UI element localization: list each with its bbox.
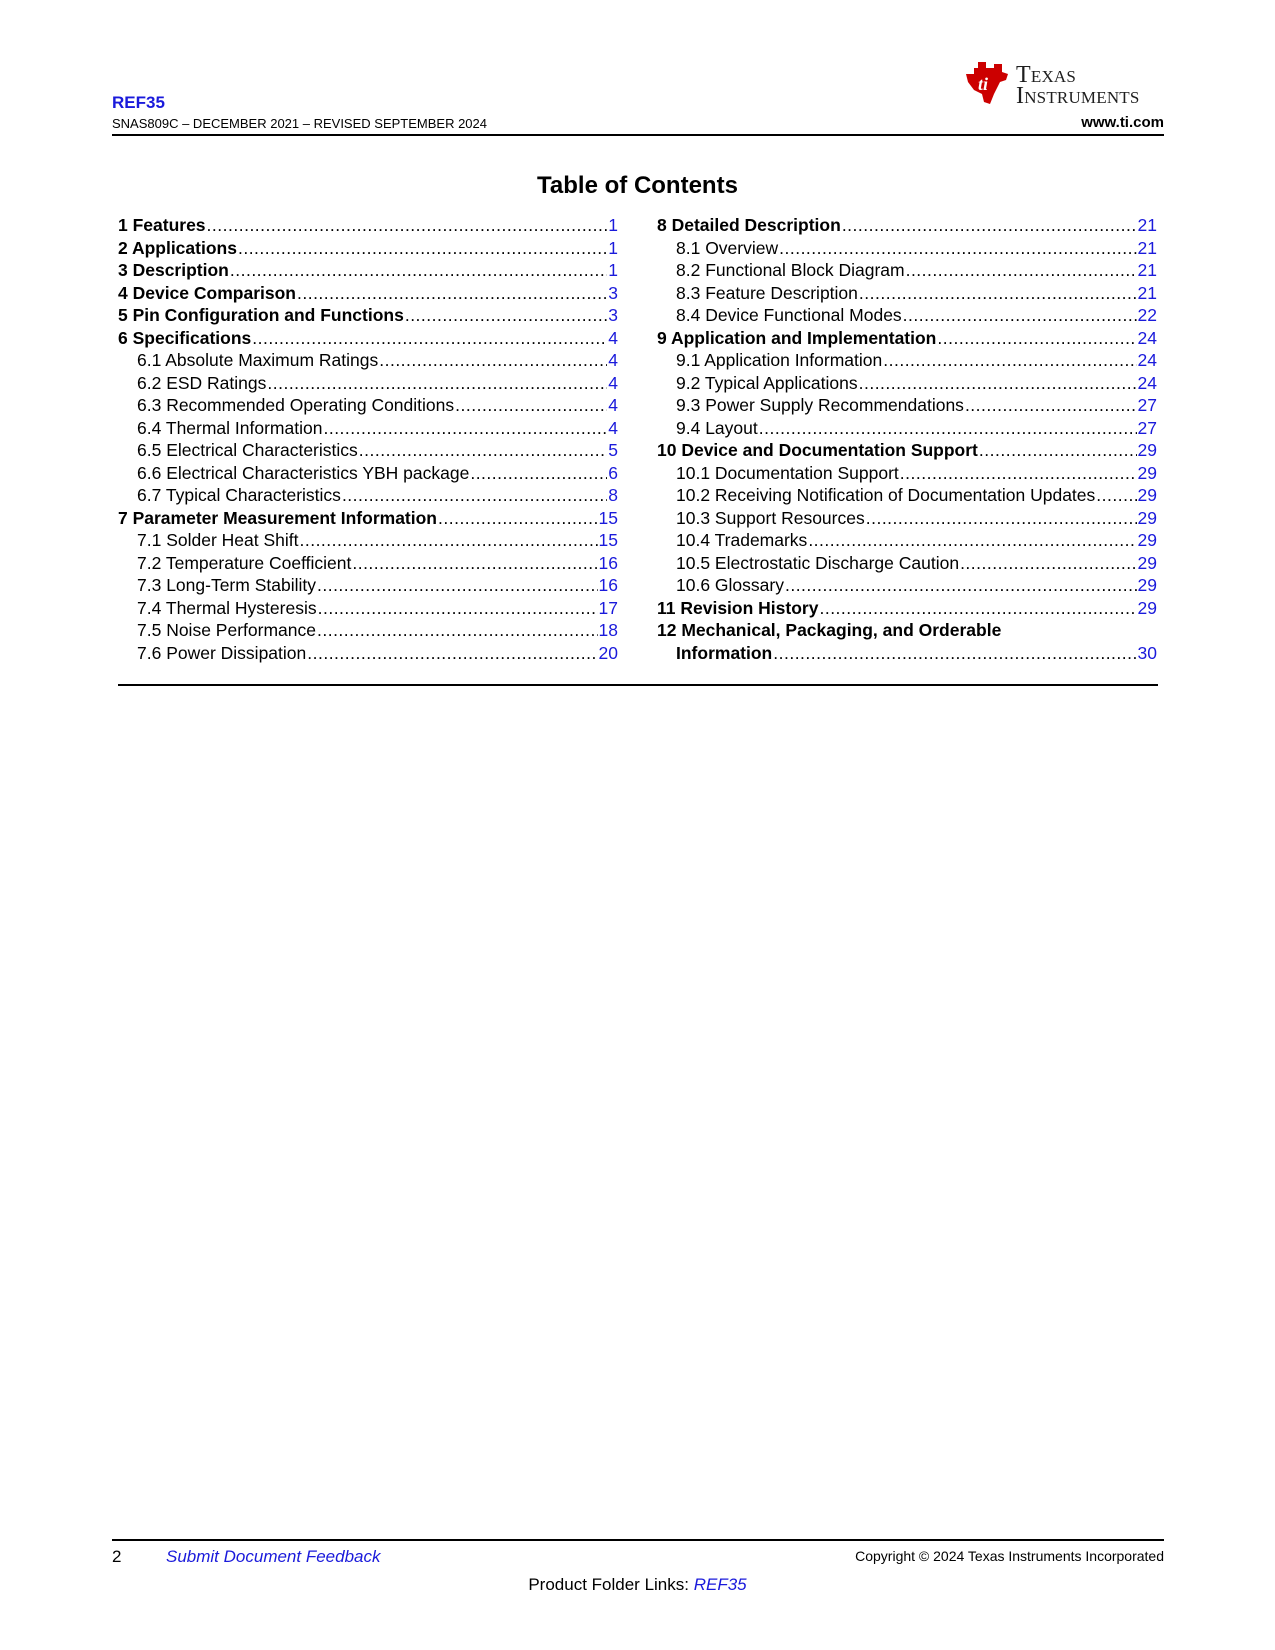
toc-dot-leader: [965, 394, 1137, 417]
toc-entry[interactable]: [118, 462, 618, 485]
toc-dot-leader: [238, 237, 607, 260]
toc-page-link[interactable]: 16: [598, 552, 618, 573]
toc-dot-leader: [207, 214, 608, 237]
toc-entry-label: 12 Mechanical, Packaging, and Orderable: [657, 620, 1002, 640]
toc-entry-label: 8.2 Functional Block Diagram: [676, 260, 905, 280]
toc-entry-label: 9 Application and Implementation: [657, 327, 937, 348]
toc-entry-label: 1 Features: [118, 215, 206, 235]
toc-entry[interactable]: [657, 214, 1157, 237]
toc-entry-label: 8.1 Overview: [676, 237, 779, 258]
toc-dot-leader: [759, 417, 1137, 440]
toc-page-link[interactable]: 5: [608, 440, 618, 460]
toc-entry-label: 6 Specifications: [118, 327, 252, 348]
toc-entry-label: 10.4 Trademarks: [676, 530, 808, 550]
ti-wordmark: [1016, 62, 1140, 109]
toc-entry[interactable]: [657, 282, 1157, 305]
toc-entry[interactable]: [118, 574, 618, 597]
toc-dot-leader: [323, 417, 607, 440]
toc-page-link[interactable]: 30: [1137, 642, 1157, 663]
toc-page-link[interactable]: 29: [1137, 552, 1157, 573]
toc-entry-label: 6.7 Typical Characteristics: [137, 485, 341, 505]
toc-entry-label: 6.5 Electrical Characteristics: [137, 440, 358, 460]
ti-state-icon: [964, 60, 1010, 106]
product-folder-links: [0, 1575, 1275, 1595]
logo-line-1: Texas: [1016, 62, 1077, 88]
toc-entry-label: 10.5 Electrostatic Discharge Caution: [676, 552, 960, 573]
toc-dot-leader: [859, 282, 1137, 305]
toc-entry-label: 7 Parameter Measurement Information: [118, 507, 437, 528]
toc-dot-leader: [937, 327, 1136, 350]
toc-title: Table of Contents: [537, 172, 738, 199]
toc-entry-label: 10.6 Glossary: [676, 575, 784, 595]
toc-dot-leader: [785, 574, 1137, 597]
toc-entry[interactable]: [118, 642, 618, 665]
toc-entry[interactable]: [657, 597, 1157, 620]
toc-entry[interactable]: [657, 552, 1157, 575]
toc-dot-leader: [352, 552, 597, 575]
footer-divider: [112, 1539, 1164, 1541]
toc-entry[interactable]: [118, 282, 618, 305]
toc-page-link[interactable]: 3: [608, 305, 618, 325]
toc-page-link[interactable]: 22: [1137, 305, 1157, 325]
toc-dot-leader: [866, 507, 1137, 530]
toc-dot-leader: [267, 372, 607, 395]
toc-entry-label: 7.3 Long-Term Stability: [137, 575, 316, 595]
document-id-link[interactable]: REF35: [112, 93, 165, 112]
toc-entry-label: 10.1 Documentation Support: [676, 462, 899, 483]
toc-entry-label: 10.3 Support Resources: [676, 507, 865, 528]
toc-entry-label: 8.3 Feature Description: [676, 282, 858, 303]
toc-page-link[interactable]: 1: [608, 237, 618, 258]
toc-entry-label: 9.3 Power Supply Recommendations: [676, 395, 964, 415]
website-link[interactable]: www.ti.com: [1081, 114, 1164, 131]
toc-dot-leader: [470, 462, 607, 485]
toc-entry[interactable]: [118, 304, 618, 327]
document-revision: SNAS809C – DECEMBER 2021 – REVISED SEPTEMBER 2024: [112, 116, 487, 131]
toc-page-link[interactable]: 8: [608, 485, 618, 505]
toc-dot-leader: [773, 642, 1136, 665]
toc-dot-leader: [906, 259, 1137, 282]
toc-page-link[interactable]: 4: [608, 350, 618, 370]
toc-dot-leader: [438, 507, 598, 530]
toc-page-link[interactable]: 1: [608, 260, 618, 280]
toc-entry[interactable]: [657, 529, 1157, 552]
toc-entry-wrapped[interactable]: [657, 619, 1157, 642]
toc-entry-label: 5 Pin Configuration and Functions: [118, 305, 404, 325]
toc-entry-label: 7.5 Noise Performance: [137, 620, 316, 640]
toc-entry-label: 7.6 Power Dissipation: [137, 642, 307, 663]
toc-entry-label: 6.2 ESD Ratings: [137, 372, 267, 393]
toc-page-link[interactable]: 24: [1137, 350, 1157, 370]
toc-entry[interactable]: [118, 327, 618, 350]
toc-entry[interactable]: [118, 372, 618, 395]
toc-entry[interactable]: [118, 259, 618, 282]
toc-entry[interactable]: [118, 237, 618, 260]
toc-dot-leader: [405, 304, 607, 327]
toc-entry-label: 6.6 Electrical Characteristics YBH package: [137, 462, 470, 483]
toc-entry[interactable]: [118, 349, 618, 372]
toc-entry[interactable]: [657, 462, 1157, 485]
toc-entry-label: 11 Revision History: [657, 597, 819, 618]
toc-dot-leader: [808, 529, 1136, 552]
toc-page-link[interactable]: 29: [1137, 530, 1157, 550]
toc-page-link[interactable]: 1: [608, 215, 618, 235]
toc-page-link[interactable]: 24: [1137, 372, 1157, 393]
toc-page-link[interactable]: 16: [598, 575, 618, 595]
toc-entry[interactable]: [118, 394, 618, 417]
toc-page-link[interactable]: 15: [598, 507, 618, 528]
toc-entry-label: 7.1 Solder Heat Shift: [137, 530, 299, 550]
toc-page-link[interactable]: 29: [1137, 597, 1157, 618]
toc-page-link[interactable]: 24: [1137, 327, 1157, 348]
toc-entry[interactable]: [657, 327, 1157, 350]
toc-entry[interactable]: [657, 304, 1157, 327]
toc-divider: [118, 684, 1158, 686]
toc-dot-leader: [307, 642, 597, 665]
toc-entry-label: 9.4 Layout: [676, 417, 758, 438]
toc-dot-leader: [903, 304, 1137, 327]
toc-entry[interactable]: [118, 552, 618, 575]
toc-entry[interactable]: [118, 597, 618, 620]
toc-right-column: [657, 214, 1157, 664]
toc-dot-leader: [359, 439, 607, 462]
toc-page-link[interactable]: 4: [608, 417, 618, 438]
toc-entry[interactable]: [657, 394, 1157, 417]
toc-entry[interactable]: [118, 619, 618, 642]
toc-entry[interactable]: [657, 574, 1157, 597]
toc-dot-leader: [455, 394, 607, 417]
product-folder-label: Product Folder Links:: [528, 1575, 689, 1594]
toc-entry-label: 10.2 Receiving Notification of Documentation Updates: [676, 485, 1096, 505]
logo-line-2: Instruments: [1016, 83, 1140, 109]
toc-dot-leader: [299, 529, 597, 552]
toc-dot-leader: [317, 619, 598, 642]
svg-text:ti: ti: [978, 74, 989, 94]
toc-entry-label: Information: [676, 642, 773, 663]
toc-page-link[interactable]: 4: [608, 327, 618, 348]
toc-dot-leader: [979, 439, 1137, 462]
toc-entry-label: 8 Detailed Description: [657, 215, 841, 235]
toc-dot-leader: [230, 259, 607, 282]
toc-page-link[interactable]: 29: [1137, 462, 1157, 483]
toc-entry[interactable]: [657, 349, 1157, 372]
toc-page-link[interactable]: 21: [1137, 282, 1157, 303]
toc-dot-leader: [1096, 484, 1136, 507]
toc-dot-leader: [779, 237, 1136, 260]
product-folder-link[interactable]: REF35: [693, 1575, 747, 1594]
toc-entry-label: 6.1 Absolute Maximum Ratings: [137, 350, 379, 370]
toc-entry-label: 6.4 Thermal Information: [137, 417, 323, 438]
toc-page-link[interactable]: 18: [598, 620, 618, 640]
toc-entry-label: 7.4 Thermal Hysteresis: [137, 597, 317, 618]
toc-entry[interactable]: [657, 507, 1157, 530]
header-divider: [112, 134, 1164, 136]
toc-dot-leader: [379, 349, 607, 372]
toc-entry-label: 3 Description: [118, 260, 229, 280]
submit-feedback-link[interactable]: Submit Document Feedback: [166, 1547, 381, 1566]
toc-entry[interactable]: [118, 214, 618, 237]
toc-page-link[interactable]: 4: [608, 395, 618, 415]
toc-entry[interactable]: [657, 372, 1157, 395]
toc-dot-leader: [318, 597, 598, 620]
toc-entry[interactable]: [657, 237, 1157, 260]
toc-page-link[interactable]: 3: [608, 282, 618, 303]
toc-page-link[interactable]: 27: [1137, 417, 1157, 438]
toc-entry[interactable]: [118, 417, 618, 440]
toc-entry[interactable]: [118, 484, 618, 507]
toc-entry[interactable]: [657, 484, 1157, 507]
copyright-notice: Copyright © 2024 Texas Instruments Incorporated: [855, 1548, 1164, 1564]
toc-dot-leader: [819, 597, 1136, 620]
toc-entry-label: 7.2 Temperature Coefficient: [137, 552, 352, 573]
page-number: 2: [112, 1547, 122, 1566]
toc-dot-leader: [252, 327, 607, 350]
toc-left-column: [118, 214, 618, 664]
toc-page-link[interactable]: 29: [1137, 485, 1157, 505]
toc-page-link[interactable]: 21: [1137, 260, 1157, 280]
toc-entry-label: 9.1 Application Information: [676, 350, 883, 370]
toc-dot-leader: [859, 372, 1137, 395]
toc-entry[interactable]: [118, 507, 618, 530]
toc-entry[interactable]: [118, 439, 618, 462]
toc-entry[interactable]: [657, 439, 1157, 462]
toc-dot-leader: [900, 462, 1137, 485]
toc-entry[interactable]: [118, 529, 618, 552]
toc-entry-label: 10 Device and Documentation Support: [657, 440, 978, 460]
toc-entry-label: 2 Applications: [118, 237, 237, 258]
toc-entry-label: 4 Device Comparison: [118, 282, 296, 303]
page-header: [112, 56, 1164, 136]
toc-dot-leader: [960, 552, 1136, 575]
toc-entry-label: 9.2 Typical Applications: [676, 372, 858, 393]
ti-logo: [964, 60, 1164, 108]
toc-page-link[interactable]: 6: [608, 462, 618, 483]
toc-entry-label: 6.3 Recommended Operating Conditions: [137, 395, 455, 415]
toc-entry-label: 8.4 Device Functional Modes: [676, 305, 902, 325]
toc-page-link[interactable]: 4: [608, 372, 618, 393]
toc-page-link[interactable]: 17: [598, 597, 618, 618]
toc-entry[interactable]: [657, 417, 1157, 440]
toc-page-link[interactable]: 21: [1137, 237, 1157, 258]
toc-page-link[interactable]: 27: [1137, 395, 1157, 415]
toc-dot-leader: [297, 282, 607, 305]
toc-page-link[interactable]: 29: [1137, 507, 1157, 528]
toc-dot-leader: [317, 574, 598, 597]
toc-page-link[interactable]: 20: [598, 642, 618, 663]
toc-page-link[interactable]: 29: [1137, 575, 1157, 595]
toc-page-link[interactable]: 29: [1137, 440, 1157, 460]
toc-dot-leader: [842, 214, 1137, 237]
toc-entry[interactable]: [657, 259, 1157, 282]
toc-dot-leader: [883, 349, 1136, 372]
toc-dot-leader: [342, 484, 607, 507]
toc-page-link[interactable]: 21: [1137, 215, 1157, 235]
toc-page-link[interactable]: 15: [598, 530, 618, 550]
toc-entry-wrapped-continuation[interactable]: [657, 642, 1157, 665]
